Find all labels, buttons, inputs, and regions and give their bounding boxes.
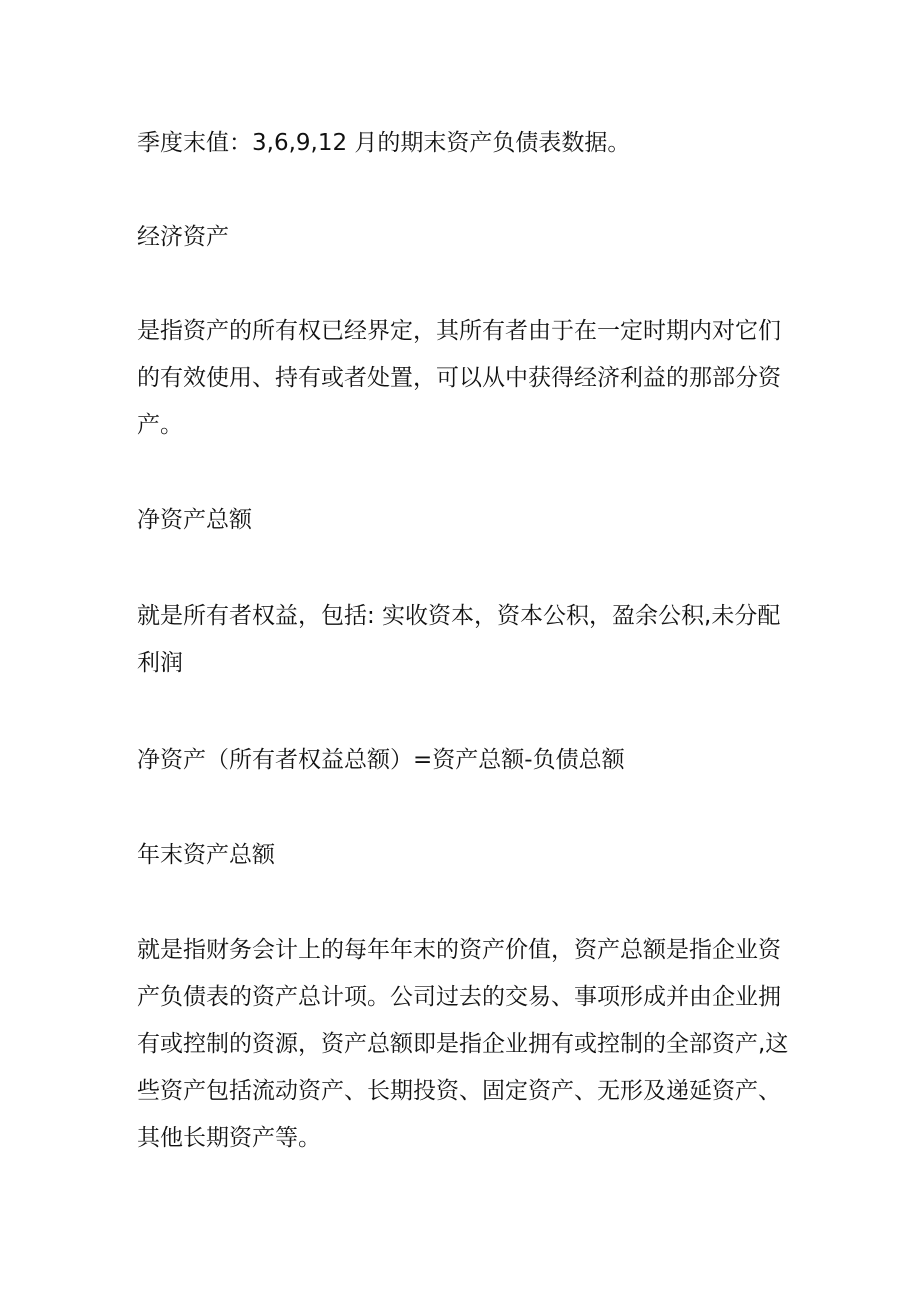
paragraph-quarter-end-value: 季度末值：3,6,9,12 月的期末资产负债表数据。	[137, 130, 631, 156]
paragraph-net-assets-definition: 就是所有者权益，包括: 实收资本，资本公积，盈余公积,未分配利润	[137, 603, 781, 676]
paragraph-year-end-total-assets-definition: 就是指财务会计上的每年年末的资产价值，资产总额是指企业资产负债表的资产总计项。公司过去的交易、事项形成并由企业拥有或控制的资源，资产总额即是指企业拥有或控制的全部资产,这些资产包括流动资产、长期投资、固定资产、无形及递延资产、其他长期资产等。	[137, 937, 789, 1151]
paragraph-net-assets-formula: 净资产（所有者权益总额）=资产总额-负债总额	[137, 747, 625, 773]
heading-net-assets-total: 净资产总额	[137, 507, 252, 533]
heading-year-end-total-assets: 年末资产总额	[137, 842, 275, 868]
paragraph-economic-assets-definition: 是指资产的所有权已经界定，其所有者由于在一定时期内对它们的有效使用、持有或者处置，可以从中获得经济利益的那部分资产。	[137, 318, 781, 438]
heading-economic-assets: 经济资产	[137, 224, 229, 250]
